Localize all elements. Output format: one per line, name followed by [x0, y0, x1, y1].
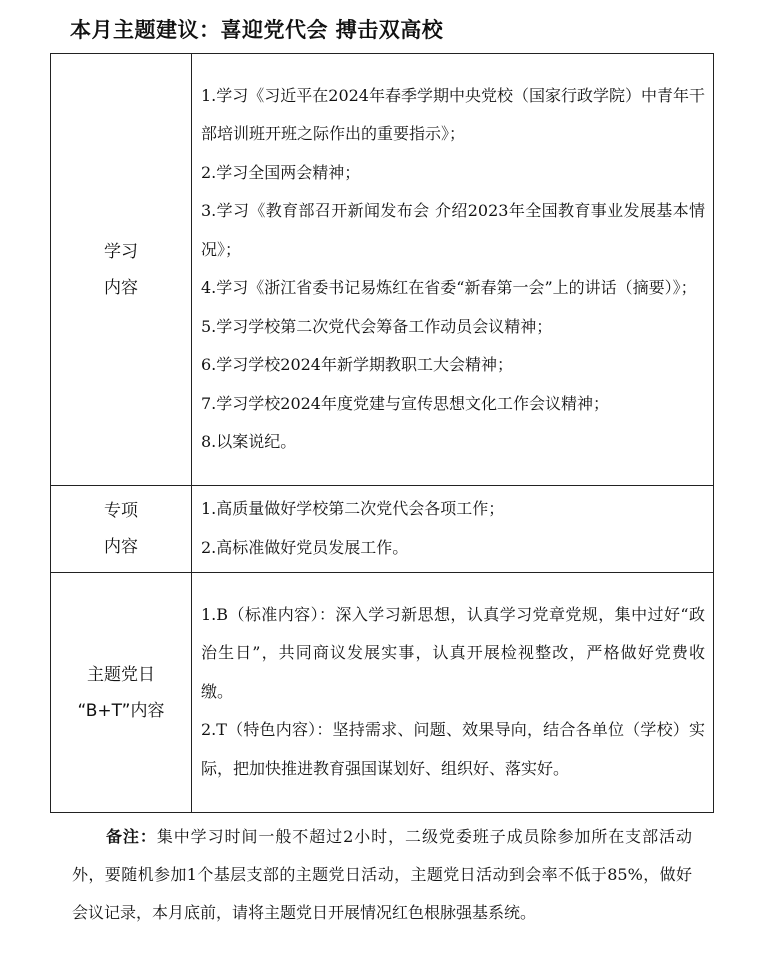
- row-content-party-day: [192, 573, 714, 813]
- list-item: 6.学习学校2024年新学期教职工大会精神；: [201, 355, 513, 374]
- list-item: 5.学习学校第二次党代会筹备工作动员会议精神；: [201, 316, 553, 336]
- remark-text: 集中学习时间一般不超过2小时，二级党委班子成员除参加所在支部活动外，要随机参加1个基层支部的主题党日活动，主题党日活动到会率不低于85%，做好会议记录，本月底前，请将主题党日开展情况红色根脉强基系统。: [72, 827, 692, 922]
- list-item: 2.高标准做好党员发展工作。: [201, 537, 409, 557]
- row-label-line: 内容: [104, 537, 138, 557]
- row-content-special: [192, 486, 714, 573]
- remark-label: 备注：: [106, 827, 157, 846]
- list-item: 8.以案说纪。: [201, 432, 297, 451]
- list-item: 4.学习《浙江省委书记易炼红在省委“新春第一会”上的讲话（摘要）》；: [201, 278, 697, 297]
- list-item: 1.B（标准内容）：深入学习新思想，认真学习党章党规，集中过好“政治生日”，共同商议发展实事，认真开展检视整改，严格做好党费收缴。: [201, 604, 705, 701]
- list-item: 2.学习全国两会精神；: [201, 162, 361, 182]
- list-item: 2.T（特色内容）：坚持需求、问题、效果导向，结合各单位（学校）实际，把加快推进教育强国谋划好、组织好、落实好。: [201, 720, 705, 778]
- page-title: 本月主题建议：喜迎党代会 搏击双高校: [70, 18, 444, 42]
- table-row-party-day: [51, 573, 714, 813]
- list-item: 7.学习学校2024年度党建与宣传思想文化工作会议精神；: [201, 393, 609, 413]
- row-label-study: [51, 54, 192, 486]
- list-item: 1.学习《习近平在2024年春季学期中央党校（国家行政学院）中青年干部培训班开班之际作出的重要指示》；: [201, 85, 705, 143]
- plan-table: [50, 53, 714, 813]
- row-label-line: 内容: [104, 277, 138, 298]
- list-item: 1.高质量做好学校第二次党代会各项工作；: [201, 499, 505, 518]
- row-label-line: 主题党日: [87, 664, 155, 685]
- row-label-special: [51, 486, 192, 573]
- row-label-line: “B+T”内容: [77, 700, 165, 721]
- row-content-study: [192, 54, 714, 486]
- table-row-study: [51, 54, 714, 486]
- row-label-line: 专项: [104, 501, 138, 521]
- row-label-party-day: [51, 573, 192, 813]
- list-item: 3.学习《教育部召开新闻发布会 介绍2023年全国教育事业发展基本情况》；: [201, 201, 705, 259]
- remark: [72, 818, 692, 932]
- row-label-line: 学习: [104, 241, 138, 262]
- table-row-special: [51, 486, 714, 573]
